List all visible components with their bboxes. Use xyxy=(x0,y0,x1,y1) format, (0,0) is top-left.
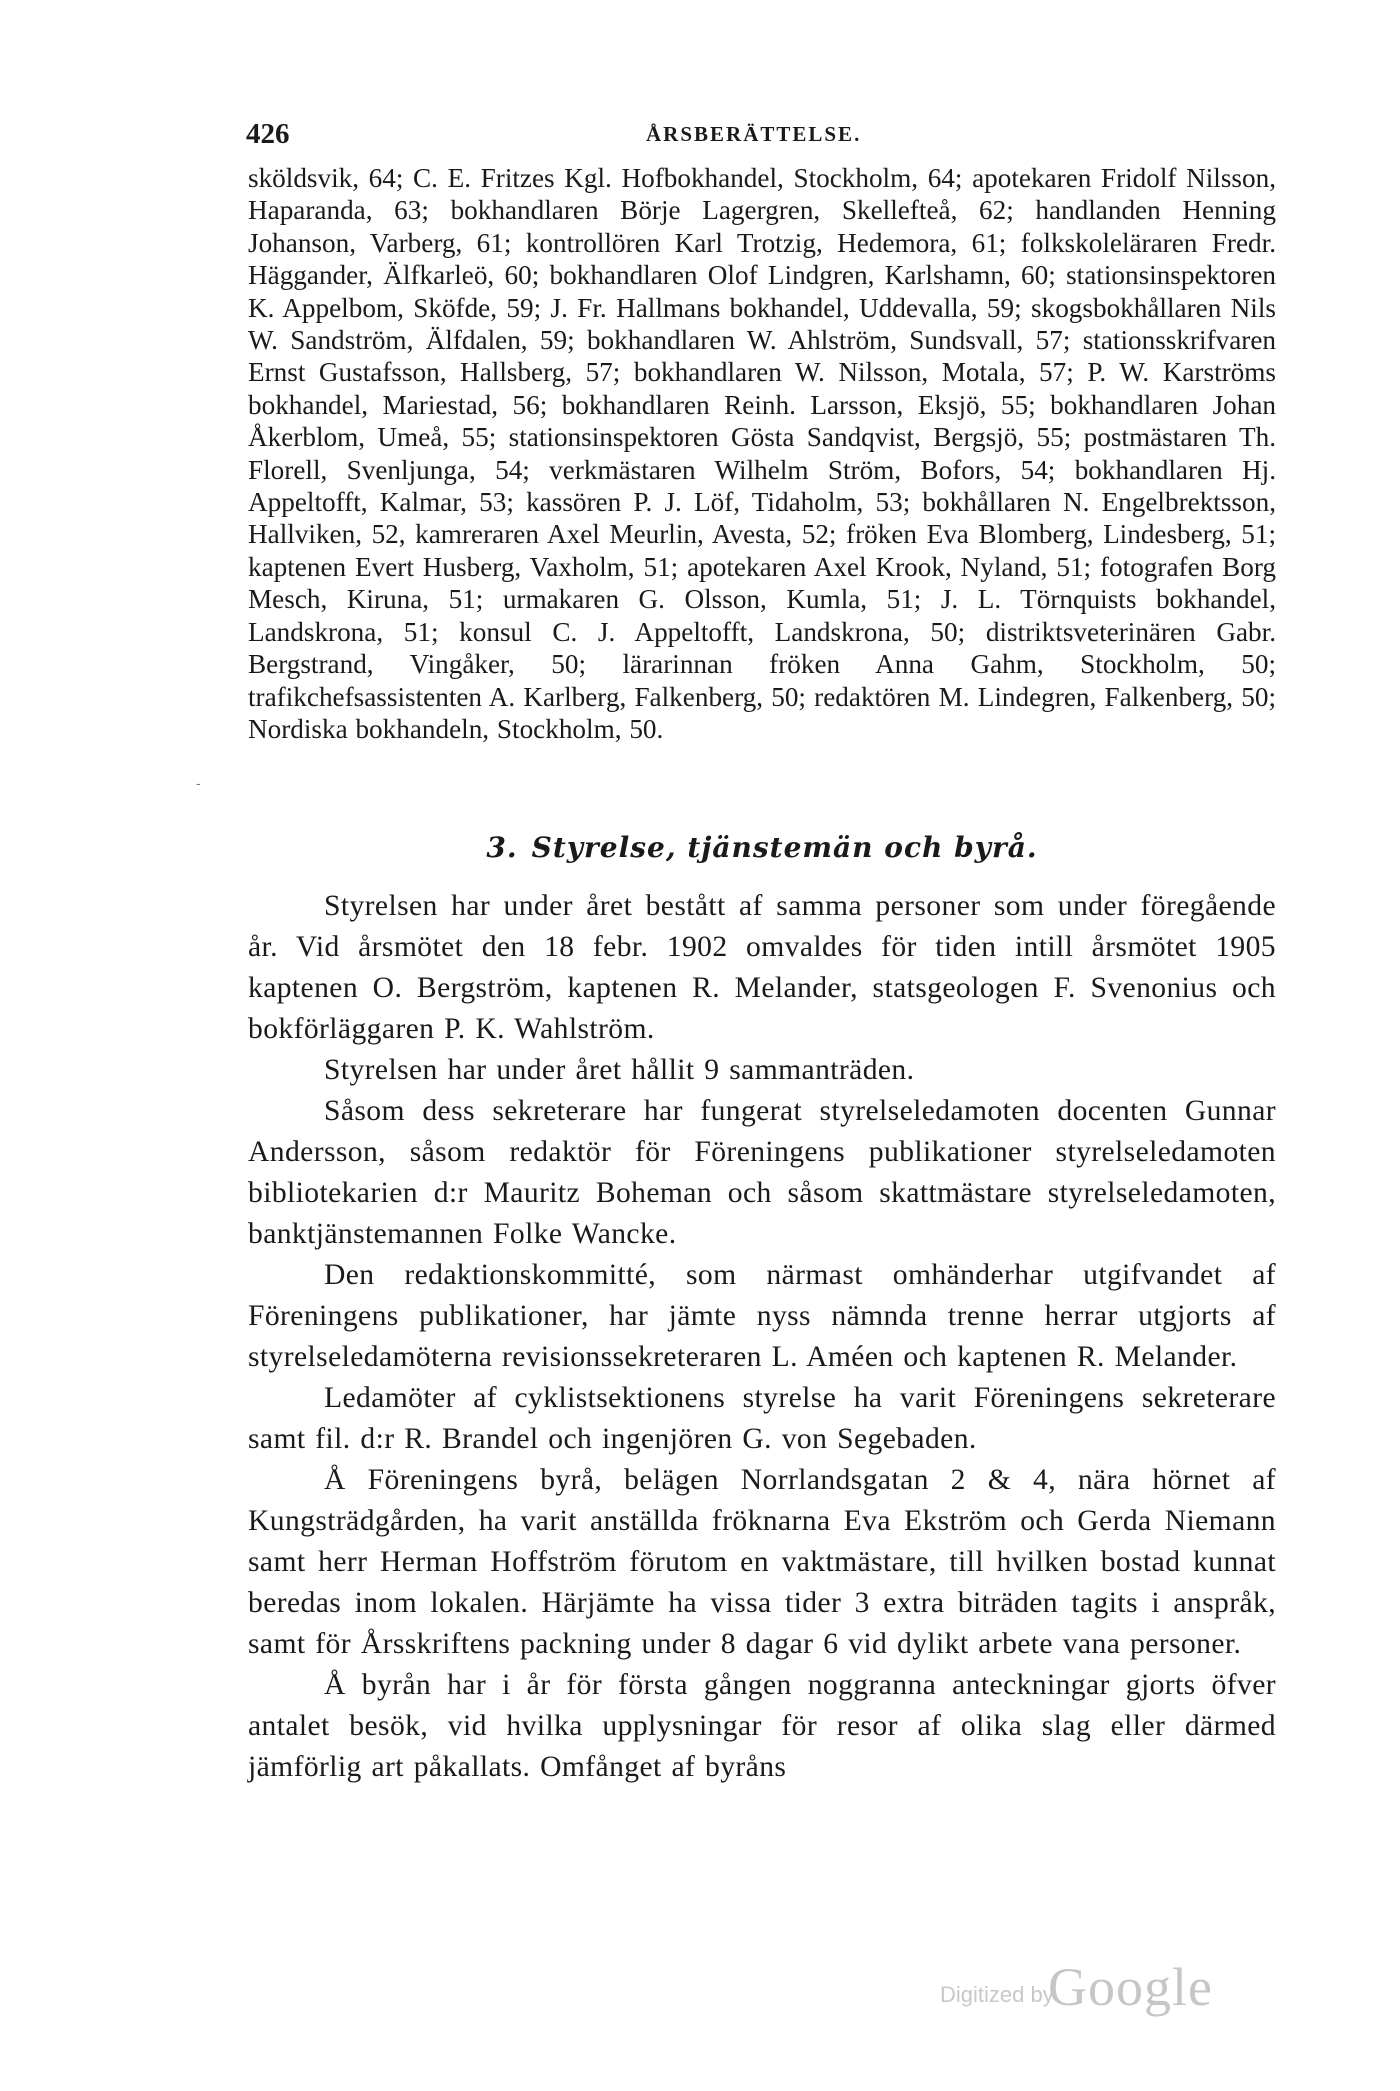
running-head xyxy=(248,118,1276,158)
member-list-paragraph: sköldsvik, 64; C. E. Fritzes Kgl. Hofbokhandel, Stockholm, 64; apotekaren Fridolf Nilsson, Haparanda, 63; bokhandlaren Börje Lagergren, Skellefteå, 62; handlanden Henning Johanson, Varberg, 61; kontrollören Karl Trotzig, Hedemora, 61; folkskoleläraren Fredr. Häggander, Älfkarleö, 60; bokhandlaren Olof Lindgren, Karlshamn, 60; stationsinspektoren K. Appelbom, Sköfde, 59; J. Fr. Hallmans bokhandel, Uddevalla, 59; skogsbokhållaren Nils W. Sandström, Älfdalen, 59; bokhandlaren W. Ahlström, Sundsvall, 57; stationsskrifvaren Ernst Gustafsson, Hallsberg, 57; bokhandlaren W. Nilsson, Motala, 57; P. W. Karströms bokhandel, Mariestad, 56; bokhandlaren Reinh. Larsson, Eksjö, 55; bokhandlaren Johan Åkerblom, Umeå, 55; stationsinspektoren Gösta Sandqvist, Bergsjö, 55; postmästaren Th. Florell, Svenljunga, 54; verkmästaren Wilhelm Ström, Bofors, 54; bokhandlaren Hj. Appeltofft, Kalmar, 53; kassören P. J. Löf, Tidaholm, 53; bokhållaren N. Engelbrektsson, Hallviken, 52, kamreraren Axel Meurlin, Avesta, 52; fröken Eva Blomberg, Lindesberg, 51; kaptenen Evert Husberg, Vaxholm, 51; apotekaren Axel Krook, Nyland, 51; fotografen Borg Mesch, Kiruna, 51; urmakaren G. Olsson, Kumla, 51; J. L. Törnquists bokhandel, Landskrona, 51; konsul C. J. Appeltofft, Landskrona, 50; distriktsveterinären Gabr. Bergstrand, Vingåker, 50; lärarinnan fröken Anna Gahm, Stockholm, 50; trafikchefsassistenten A. Karlberg, Falkenberg, 50; redaktören M. Lindegren, Falkenberg, 50; Nordiska bokhandeln, Stockholm, 50. xyxy=(248,163,1276,744)
body-paragraph: Å byrån har i år för första gången noggranna anteckningar gjorts öfver antalet besök, vid hvilka upplysningar för resor af olika slag eller därmed jämförlig art påkallats. Omfånget af byråns xyxy=(248,1669,1276,1784)
margin-mark: - xyxy=(196,776,201,792)
section-number: 3. xyxy=(486,831,518,865)
watermark-prefix: Digitized by xyxy=(940,1982,1054,2007)
body-paragraph: Ledamöter af cyklistsektionens styrelse ha varit Föreningens sekreterare samt fil. d:r R. Brandel och ingenjören G. von Segebaden. xyxy=(248,1382,1276,1456)
body-paragraph: Styrelsen har under året hållit 9 sammanträden. xyxy=(324,1054,915,1087)
section-title: Styrelse, tjänstemän och byrå. xyxy=(531,831,1038,865)
body-paragraph: Såsom dess sekreterare har fungerat styrelseledamoten docenten Gunnar Andersson, såsom redaktör för Föreningens publikationer styrelseledamoten bibliotekarien d:r Mauritz Boheman och såsom skattmästare styrelseledamoten, banktjänstemannen Folke Wancke. xyxy=(248,1095,1276,1251)
page-number: 426 xyxy=(246,118,290,150)
running-title: ÅRSBERÄTTELSE. xyxy=(646,122,862,146)
book-page xyxy=(248,118,1276,1788)
google-logo: Google xyxy=(1048,1957,1213,2017)
body-paragraph: Den redaktionskommitté, som närmast omhänderhar utgifvandet af Föreningens publikationer, har jämte nyss nämnda trenne herrar utgjorts af styrelseledamöterna revisionssekreteraren L. Améen och kaptenen R. Melander. xyxy=(248,1259,1276,1374)
body-paragraph: Styrelsen har under året bestått af samma personer som under föregående år. Vid årsmötet den 18 febr. 1902 omvaldes för tiden intill årsmötet 1905 kaptenen O. Bergström, kaptenen R. Melander, statsgeologen F. Svenonius och bokförläggaren P. K. Wahlström. xyxy=(248,890,1276,1046)
section-heading xyxy=(248,831,1276,864)
body-paragraph: Å Föreningens byrå, belägen Norrlandsgatan 2 & 4, nära hörnet af Kungsträdgården, ha varit anställda fröknarna Eva Ekström och Gerda Niemann samt herr Herman Hoffström förutom en vaktmästare, till hvilken bostad kunnat beredas inom lokalen. Härjämte ha vissa tider 3 extra biträden tagits i anspråk, samt för Årsskriftens packning under 8 dagar 6 vid dylikt arbete vana personer. xyxy=(248,1464,1276,1661)
digitized-watermark xyxy=(940,1954,1270,2017)
